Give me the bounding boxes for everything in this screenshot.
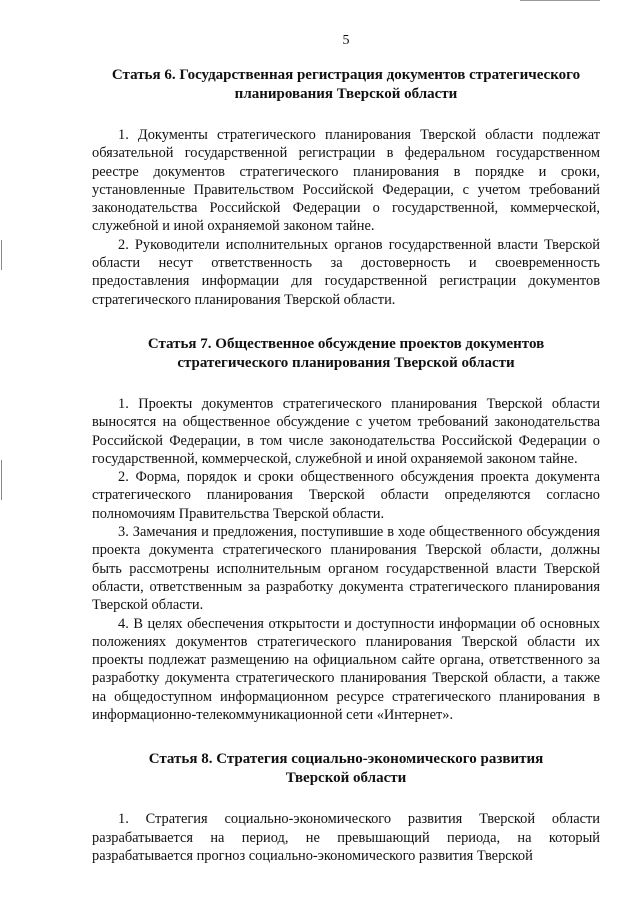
article-title-line: Статья 6. Государственная регистрация документов стратегического	[111, 67, 581, 83]
article-7	[92, 335, 600, 724]
article-title-line: стратегического планирования Тверской области	[177, 354, 515, 371]
page-number: 5	[342, 33, 350, 48]
article-title	[92, 750, 600, 788]
article-title-line: Статья 8. Стратегия социально-экономического развития	[148, 751, 544, 768]
article-paragraph: 1. Документы стратегического планирования Тверской области подлежат обязательной государственной регистрации в федеральном государственном реестре документов стратегического планирования в порядке и сроки, установленные Правительством Российской Федерации, с учетом требований законодательства Российской Федерации о государственной, коммерческой, служебной и иной охраняемой законом тайне.	[92, 127, 600, 235]
article-title	[92, 335, 600, 373]
article-title-line: Статья 7. Общественное обсуждение проектов документов	[147, 335, 545, 352]
scan-edge-top	[520, 0, 600, 1]
scan-edge-left	[1, 460, 2, 500]
article-title-line: Тверской области	[285, 770, 407, 787]
article-8	[92, 750, 600, 865]
article-6	[92, 66, 600, 309]
article-paragraph: 4. В целях обеспечения открытости и доступности информации об основных положениях документов стратегического планирования Тверской области их проекты подлежат размещению на официальном сайте органа, ответственного за разработку документа стратегического планирования Тверской области, а также на общедоступном информационном ресурсе стратегического планирования в информационно-телекоммуникационной сети «Интернет».	[92, 615, 600, 724]
article-paragraph: 2. Форма, порядок и сроки общественного обсуждения проекта документа стратегического планирования Тверской области определяются согласно полномочиям Правительства Тверской области.	[92, 469, 600, 522]
article-paragraph: 1. Стратегия социально-экономического развития Тверской области разрабатывается на период, не превышающий периода, на который разрабатывается прогноз социально-экономического развития Тверской	[92, 811, 600, 864]
article-paragraph: 1. Проекты документов стратегического планирования Тверской области выносятся на общественное обсуждение с учетом требований законодательства Российской Федерации, в том числе законодательства Российской Федерации о государственной, коммерческой, служебной и иной охраняемой законом тайне.	[92, 395, 600, 467]
article-title	[92, 66, 600, 104]
scan-edge-left	[1, 240, 2, 270]
article-title-line: планирования Тверской области	[234, 86, 458, 102]
article-paragraph: 2. Руководители исполнительных органов государственной власти Тверской области несут ответственность за достоверность и своевременность предоставления информации для государственной регистрации документов стратегического планирования Тверской области.	[92, 236, 600, 308]
article-paragraph: 3. Замечания и предложения, поступившие в ходе общественного обсуждения проекта документа стратегического планирования Тверской области, должны быть рассмотрены исполнительным органом государственной власти Тверской области, ответственным за разработку документа стратегического планирования Тверской области.	[92, 524, 600, 614]
document-page	[92, 32, 600, 865]
